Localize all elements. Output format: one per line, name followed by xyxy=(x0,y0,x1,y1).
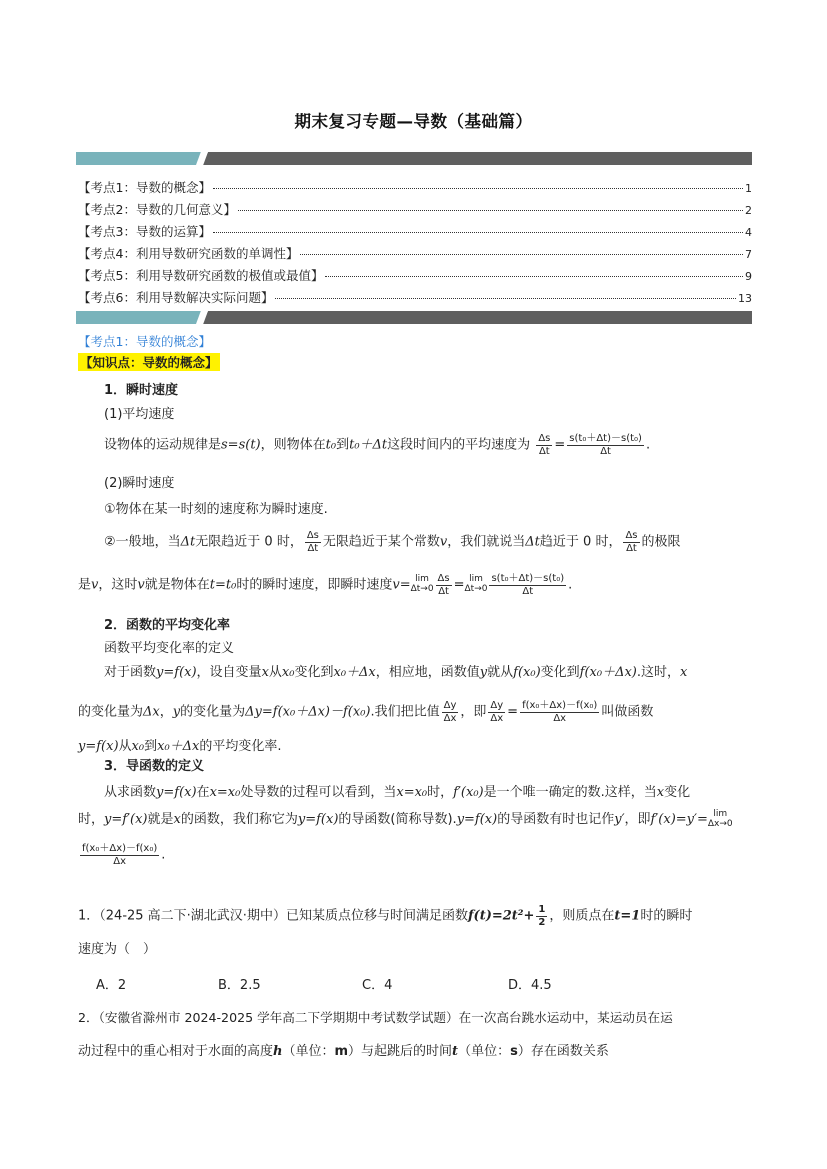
item-average-velocity: (1)平均速度 xyxy=(104,407,175,422)
toc-item[interactable]: 【考点3：导数的运算】 4 xyxy=(78,224,752,239)
paragraph-instant-2: ②一般地，当Δt无限趋近于 0 时， $\frac{\Delta s}{\Delta t}$ 无限趋近于某个常数v，我们就说当Δt趋近于 0 时， $\frac{\Delta s}{\Delta t}$ 的极限 xyxy=(104,530,681,554)
paragraph-average-rate-1: 对于函数y=f(x)，设自变量x从x₀变化到x₀＋Δx，相应地，函数值y就从f(x₀)变化到f(x₀＋Δx).这时，x xyxy=(104,665,688,680)
toc-item[interactable]: 【考点6：利用导数解决实际问题】 13 xyxy=(78,290,752,305)
fraction-average-velocity: $\frac{\text{s(t₀＋Δt)－s(t₀)}}{\Delta t}$ xyxy=(569,433,642,457)
toc-item[interactable]: 【考点2：导数的几何意义】 2 xyxy=(78,202,752,217)
option-c[interactable]: C．4 xyxy=(362,978,393,993)
paragraph-derivative-2: 时，y=f′(x)就是x的函数，我们称它为y=f(x)的导函数(简称导数).y=f(x)的导函数有时也记作y′，即f′(x)=y′= lim Δx→0 xyxy=(78,808,733,829)
option-a[interactable]: A．2 xyxy=(96,978,127,993)
fraction-derivative: $\frac{\text{f(x₀＋Δx)－f(x₀)}}{\Delta x}$ xyxy=(82,843,158,867)
paragraph-average-rate-2: 的变化量为Δx，y的变化量为Δy=f(x₀＋Δx)－f(x₀).我们把比值 $\frac{\Delta y}{\Delta x}$ ，即 $\frac{\Delta y}{\Delta x}$ = $\frac{\text{f(x₀＋Δx)－f(x₀)}}{\Delta x}$ 叫做函数 xyxy=(78,700,654,724)
question-2: 2．（安徽省滁州市 2024-2025 学年高二下学期期中考试数学试题）在一次高台跳水运动中，某运动员在运 xyxy=(78,1010,673,1025)
paragraph-derivative-1: 从求函数y=f(x)在x=x₀处导数的过程可以看到，当x=x₀时，f′(x₀)是一个唯一确定的数.这样，当x变化 xyxy=(104,785,691,800)
item-instant-velocity: (2)瞬时速度 xyxy=(104,476,175,491)
toc-item[interactable]: 【考点1：导数的概念】 1 xyxy=(78,180,752,195)
header-banner-section xyxy=(76,311,752,324)
toc-item[interactable]: 【考点5：利用导数研究函数的极值或最值】 9 xyxy=(78,268,752,283)
question-2-line2: 动过程中的重心相对于水面的高度h（单位：m）与起跳后的时间t（单位：s）存在函数关系 xyxy=(78,1044,609,1059)
option-b[interactable]: B．2.5 xyxy=(218,978,261,993)
toc-item[interactable]: 【考点4：利用导数研究函数的单调性】 7 xyxy=(78,246,752,261)
paragraph-average-rate-3: y=f(x)从x₀到x₀＋Δx的平均变化率. xyxy=(78,739,282,754)
fraction-ds-dt: $\frac{\Delta s}{\Delta t}$ xyxy=(538,433,551,457)
header-banner-top xyxy=(76,152,752,165)
table-of-contents xyxy=(78,178,752,310)
item-average-rate-def: 函数平均变化率的定义 xyxy=(104,641,235,656)
question-1-line2: 速度为（ ） xyxy=(78,942,157,957)
paragraph-instant-3: 是v，这时v就是物体在t=t₀时的瞬时速度，即瞬时速度v= lim Δt→0 $\frac{\Delta s}{\Delta t}$ = lim Δt→0 $\frac{\text{s(t₀＋Δt)－s(t₀)}}{\Delta t}$ . xyxy=(78,573,573,597)
page-title: 期末复习专题—导数（基础篇） xyxy=(294,112,533,131)
subheading-average-rate: 2．函数的平均变化率 xyxy=(104,618,231,633)
knowledge-point-heading: 【知识点：导数的概念】 xyxy=(80,355,218,370)
paragraph-average-velocity: 设物体的运动规律是s=s(t)，则物体在t₀到t₀＋Δt这段时间内的平均速度为 $\frac{\Delta s}{\Delta t}$ = $\frac{\text{s(t₀＋Δt)－s(t₀)}}{\Delta t}$ . xyxy=(104,433,651,457)
option-d[interactable]: D．4.5 xyxy=(508,978,552,993)
paragraph-instant-1: ①物体在某一时刻的速度称为瞬时速度. xyxy=(104,502,328,517)
subheading-derivative-function: 3．导函数的定义 xyxy=(104,759,205,774)
paragraph-derivative-3: $\frac{\text{f(x₀＋Δx)－f(x₀)}}{\Delta x}$ . xyxy=(82,843,166,867)
section-heading: 【考点1：导数的概念】 xyxy=(78,334,211,349)
subheading-instant-velocity: 1．瞬时速度 xyxy=(104,383,179,398)
question-1: 1．（24-25 高二下·湖北武汉·期中）已知某质点位移与时间满足函数f(t)=2t²+ $\frac{1}{2}$ ，则质点在t=1时的瞬时 xyxy=(78,904,693,928)
